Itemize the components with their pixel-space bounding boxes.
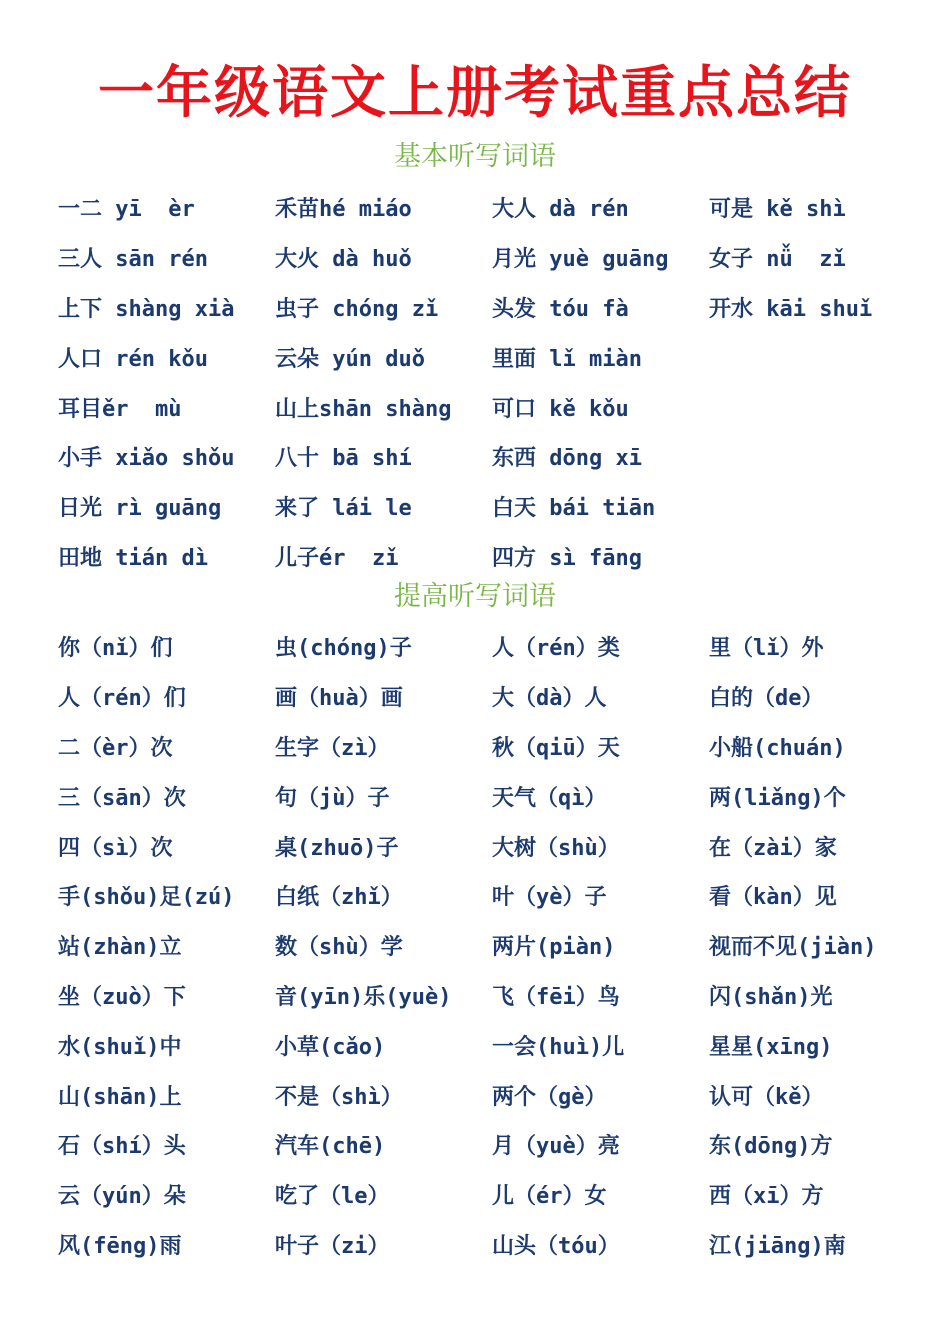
word-entry: 四（sì）次 (58, 835, 173, 861)
word-entry: 儿子ér zǐ (275, 545, 399, 571)
word-entry: 白纸（zhǐ） (275, 885, 403, 911)
word-entry: 数（shù）学 (275, 935, 403, 961)
word-entry: 看（kàn）见 (709, 885, 837, 911)
word-entry: 不是（shì） (275, 1084, 403, 1110)
word-entry: 白的（de） (709, 686, 824, 712)
word-row (58, 771, 898, 821)
word-row (58, 622, 898, 672)
word-entry: 三（sān）次 (58, 785, 186, 811)
word-entry: 虫子 chóng zǐ (275, 296, 439, 322)
word-row (58, 722, 898, 772)
word-entry: 儿（ér）女 (492, 1184, 607, 1210)
word-entry: 人口 rén kǒu (58, 346, 208, 372)
word-entry: 八十 bā shí (275, 446, 412, 472)
word-entry: 桌(zhuō)子 (275, 835, 399, 861)
word-entry: 小草(cǎo) (275, 1034, 386, 1060)
word-entry: 一二 yī èr (58, 197, 195, 223)
word-entry: 生字（zì） (275, 735, 390, 761)
word-entry: 头发 tóu fà (492, 296, 629, 322)
word-entry: 大树（shù） (492, 835, 620, 861)
word-entry: 句（jù）子 (275, 785, 390, 811)
word-entry: 大人 dà rén (492, 197, 629, 223)
word-entry: 大（dà）人 (492, 686, 607, 712)
word-row (58, 432, 898, 482)
section-heading-advanced: 提高听写词语 (394, 581, 556, 612)
word-entry: 可口 kě kǒu (492, 396, 629, 422)
word-row (58, 871, 898, 921)
word-entry: 月光 yuè guāng (492, 247, 669, 273)
word-entry: 认可（kě） (709, 1084, 824, 1110)
word-entry: 叶子（zi） (275, 1233, 390, 1259)
word-entry: 虫(chóng)子 (275, 636, 412, 662)
word-entry: 上下 shàng xià (58, 296, 235, 322)
word-entry: 四方 sì fāng (492, 545, 642, 571)
word-entry: 小手 xiǎo shǒu (58, 446, 235, 472)
word-entry: 云（yún）朵 (58, 1184, 186, 1210)
page-title: 一年级语文上册考试重点总结 (98, 61, 852, 126)
word-entry: 来了 lái le (275, 496, 412, 522)
word-entry: 人（rén）们 (58, 686, 186, 712)
word-entry: 星星(xīng) (709, 1034, 833, 1060)
word-row (58, 1170, 898, 1220)
word-entry: 音(yīn)乐(yuè) (275, 984, 452, 1010)
word-entry: 叶（yè）子 (492, 885, 607, 911)
word-entry: 田地 tián dì (58, 545, 208, 571)
word-row (58, 971, 898, 1021)
word-entry: 江(jiāng)南 (709, 1233, 846, 1259)
word-entry: 山上shān shàng (275, 396, 452, 422)
word-entry: 吃了（le） (275, 1184, 390, 1210)
word-entry: 东西 dōng xī (492, 446, 642, 472)
word-row (58, 482, 898, 532)
word-entry: 坐（zuò）下 (58, 984, 186, 1010)
word-row (58, 382, 898, 432)
word-entry: 在（zài）家 (709, 835, 837, 861)
word-entry: 白天 bái tiān (492, 496, 656, 522)
advanced-word-grid (58, 622, 898, 1269)
word-entry: 二（èr）次 (58, 735, 173, 761)
word-entry: 东(dōng)方 (709, 1134, 833, 1160)
word-entry: 开水 kāi shuǐ (709, 296, 873, 322)
word-entry: 山(shān)上 (58, 1084, 182, 1110)
word-entry: 飞（fēi）鸟 (492, 984, 620, 1010)
word-row (58, 233, 898, 283)
word-row (58, 532, 898, 582)
basic-word-grid (58, 183, 898, 581)
word-row (58, 183, 898, 233)
word-entry: 人（rén）类 (492, 636, 620, 662)
word-entry: 里（lǐ）外 (709, 636, 824, 662)
word-entry: 秋（qiū）天 (492, 735, 620, 761)
word-row (58, 332, 898, 382)
word-entry: 禾苗hé miáo (275, 197, 412, 223)
word-row (58, 1070, 898, 1120)
word-row (58, 821, 898, 871)
word-entry: 两(liǎng)个 (709, 785, 846, 811)
word-row (58, 1120, 898, 1170)
word-entry: 画（huà）画 (275, 686, 403, 712)
word-row (58, 1020, 898, 1070)
word-entry: 小船(chuán) (709, 735, 846, 761)
word-entry: 耳目ěr mù (58, 396, 182, 422)
word-entry: 三人 sān rén (58, 247, 208, 273)
word-entry: 手(shǒu)足(zú) (58, 885, 235, 911)
word-entry: 云朵 yún duǒ (275, 346, 425, 372)
word-entry: 两片(piàn) (492, 935, 616, 961)
word-entry: 水(shuǐ)中 (58, 1034, 182, 1060)
word-row (58, 283, 898, 333)
section-heading-basic: 基本听写词语 (394, 141, 556, 172)
word-entry: 闪(shǎn)光 (709, 984, 833, 1010)
word-entry: 山头（tóu） (492, 1233, 620, 1259)
word-row (58, 1220, 898, 1270)
word-entry: 一会(huì)儿 (492, 1034, 625, 1060)
word-entry: 两个（gè） (492, 1084, 607, 1110)
word-entry: 石（shí）头 (58, 1134, 186, 1160)
word-entry: 站(zhàn)立 (58, 935, 182, 961)
word-entry: 大火 dà huǒ (275, 247, 412, 273)
word-entry: 你（nǐ）们 (58, 636, 173, 662)
word-entry: 视而不见(jiàn) (709, 935, 877, 961)
word-entry: 日光 rì guāng (58, 496, 222, 522)
word-entry: 汽车(chē) (275, 1134, 386, 1160)
word-row (58, 672, 898, 722)
word-entry: 可是 kě shì (709, 197, 846, 223)
word-entry: 风(fēng)雨 (58, 1233, 182, 1259)
word-entry: 里面 lǐ miàn (492, 346, 642, 372)
word-entry: 天气（qì） (492, 785, 607, 811)
word-entry: 月（yuè）亮 (492, 1134, 620, 1160)
word-entry: 女子 nǚ zǐ (709, 247, 846, 273)
word-entry: 西（xī）方 (709, 1184, 824, 1210)
word-row (58, 921, 898, 971)
